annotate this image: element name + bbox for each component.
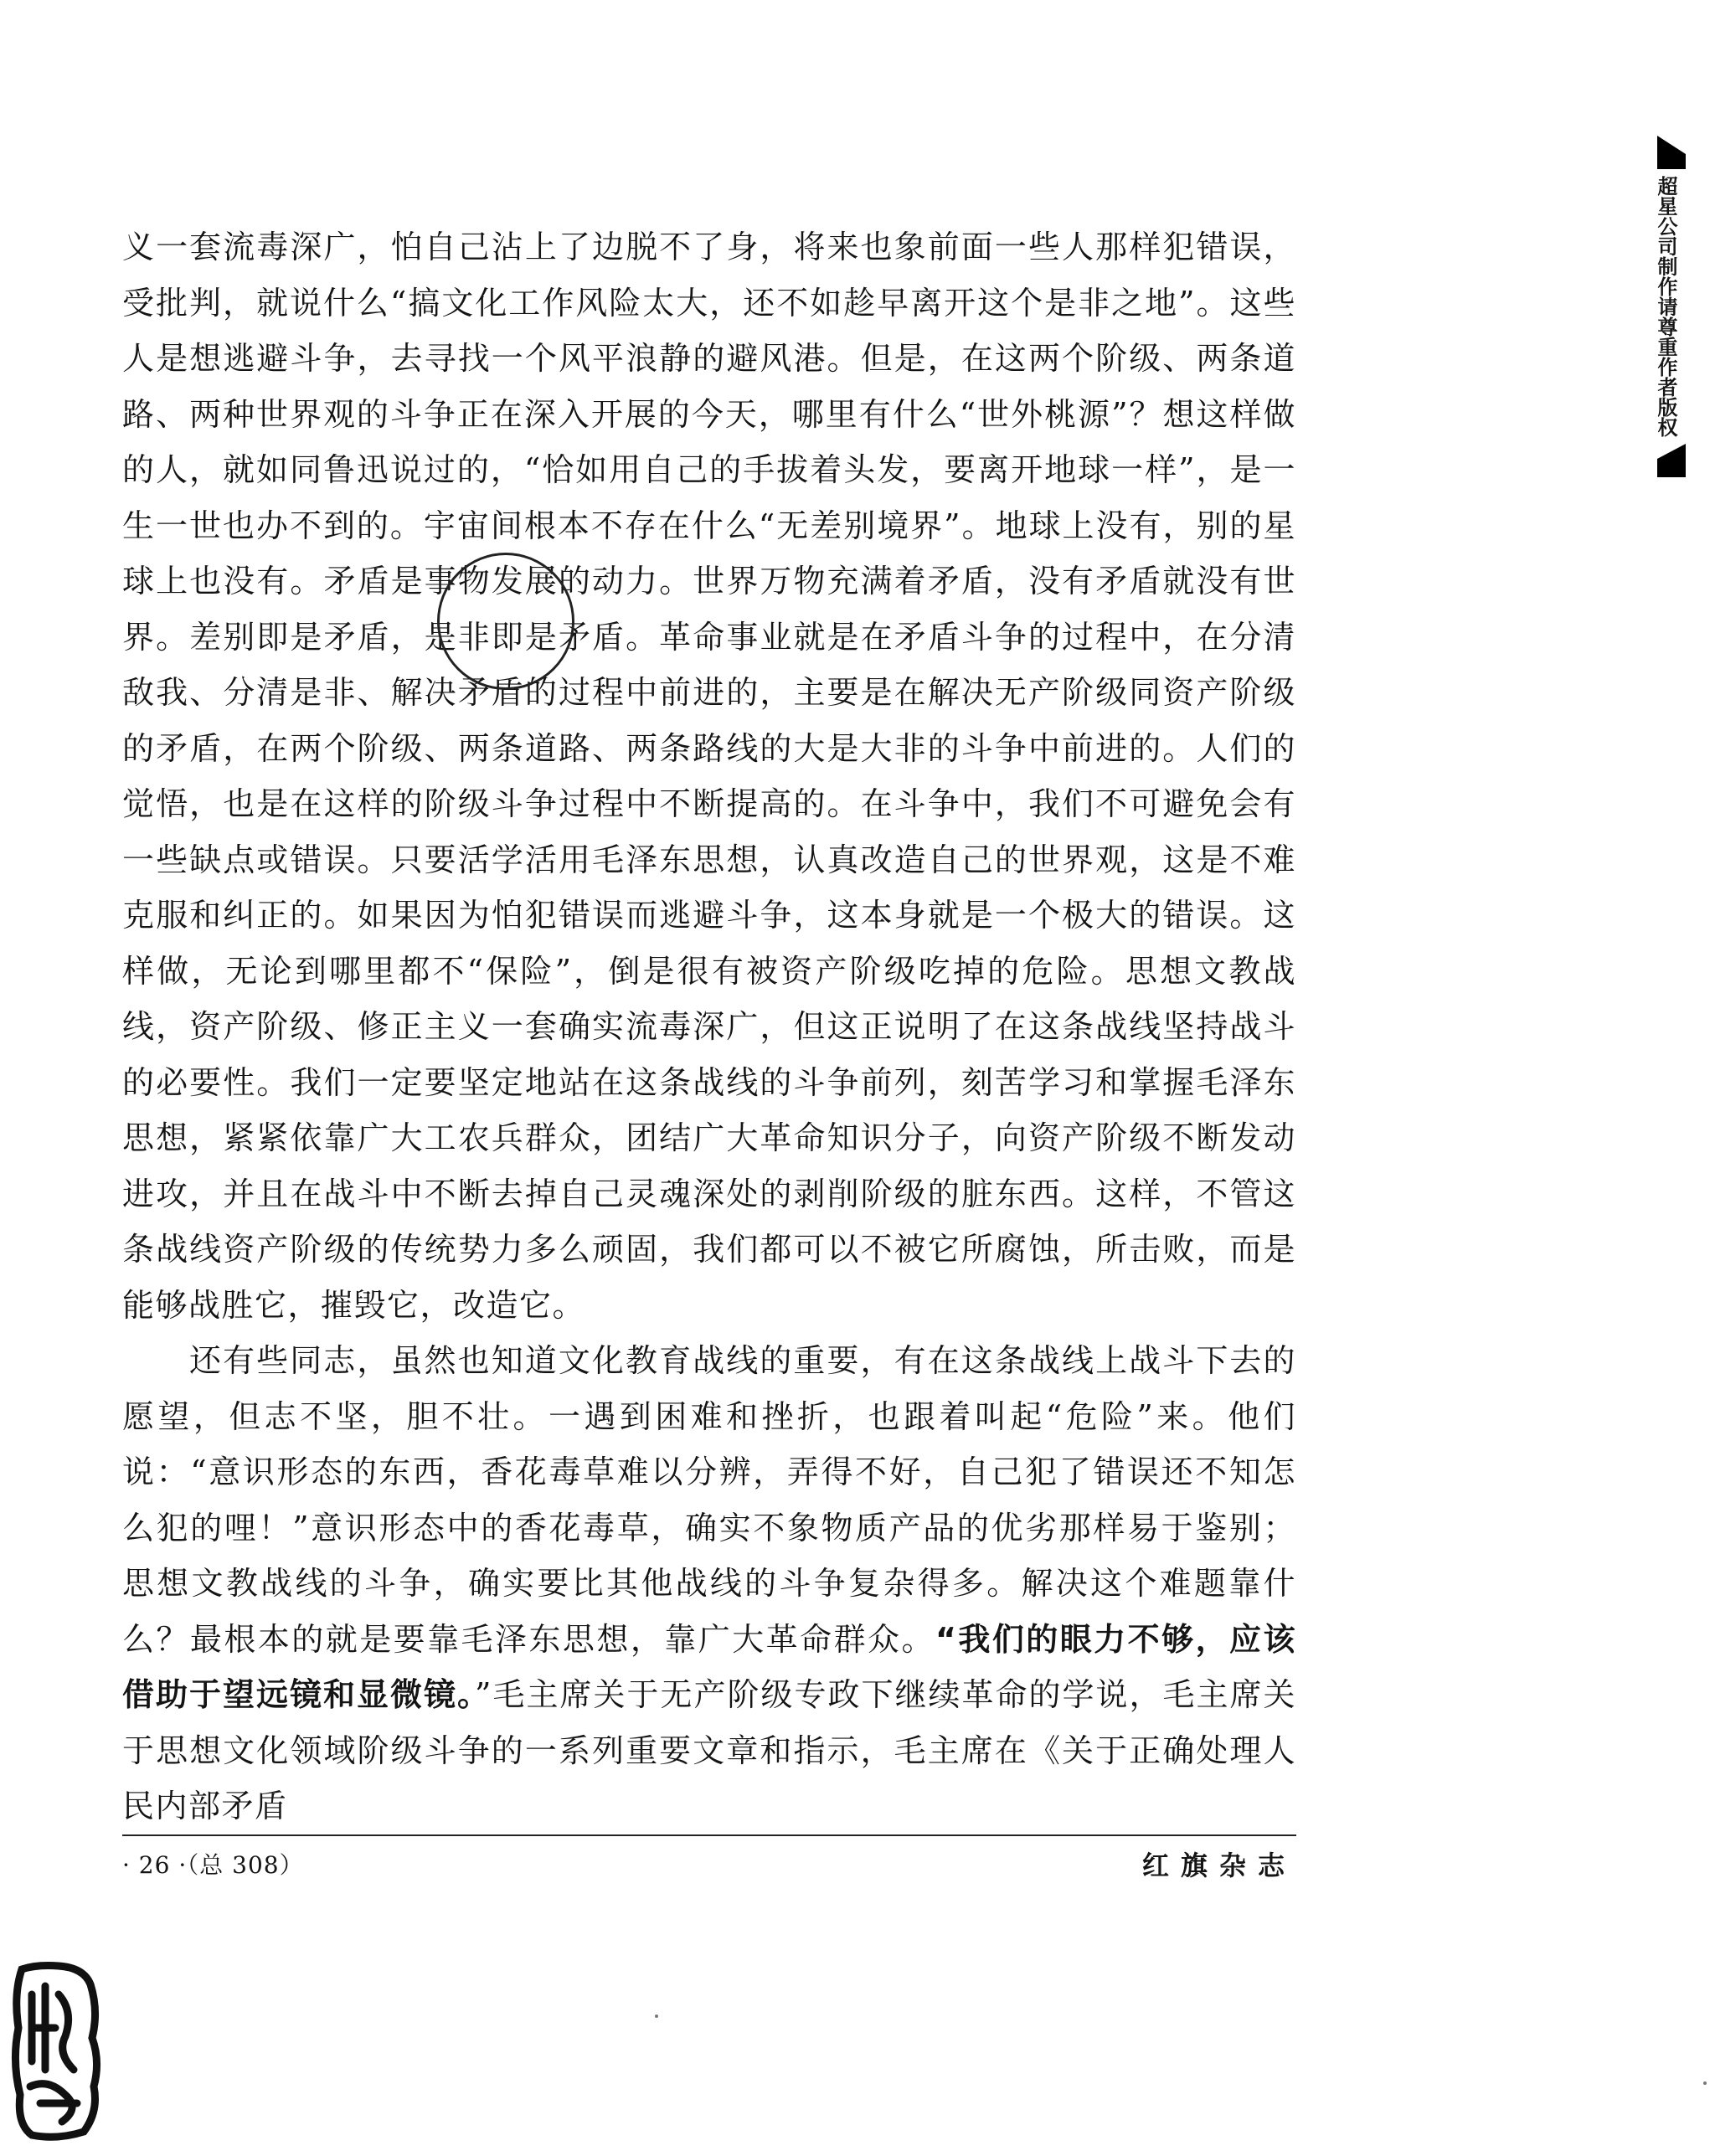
- footer-page-number: · 26 ·（总 308）: [122, 1851, 304, 1879]
- footer-rule: [122, 1834, 1296, 1836]
- strip-bottom-marker: [1657, 444, 1686, 477]
- text-segment: 义一套流毒深广，怕自己沾上了边脱不了身，将来也象前面一些人那样犯错误，受批判，就说什么“搞文化工作风险太大，还不如趁早离开这个是非之地”。这些人是想逃避斗争，去寻找一个风平浪静的避风港。但是，在这两个阶级、两条道路、两种世界观的斗争正在深入开展的今天，哪里有什么“世外桃源”？想这样做的人，就如同鲁迅说过的，“恰如用自己的手拔着头发，要离开地球一样”，是一生一世也办不到的。宇宙间根本不存在什么“无差别境界”。地球上没有，别的星球上也没有。矛盾是事物发展的动力。世界万物充满着矛盾，没有矛盾就没有世界。差别即是矛盾，是非即是矛盾。革命事业就是在矛盾斗争的过程中，在分清敌我、分清是非、解决矛盾的过程中前进的，主要是在解决无产阶级同资产阶级的矛盾，在两个阶级、两条道路、两条路线的大是大非的斗争中前进的。人们的觉悟，也是在这样的阶级斗争过程中不断提高的。在斗争中，我们不可避免会有一些缺点或错误。只要活学活用毛泽东思想，认真改造自己的世界观，这是不难克服和纠正的。如果因为怕犯错误而逃避斗争，这本身就是一个极大的错误。这样做，无论到哪里都不“保险”，倒是很有被资产阶级吃掉的危险。思想文教战线，资产阶级、修正主义一套确实流毒深广，但这正说明了在这条战线坚持战斗的必要性。我们一定要坚定地站在这条战线的斗争前列，刻苦学习和掌握毛泽东思想，紧紧依靠广大工农兵群众，团结广大革命知识分子，向资产阶级不断发动进攻，并且在战斗中不断去掉自己灵魂深处的剥削阶级的脏东西。这样，不管这条战线资产阶级的传统势力多么顽固，我们都可以不被它所腐蚀，所击败，而是能够战胜它，摧毁它，改造它。: [122, 229, 1296, 1324]
- strip-top-marker: [1657, 136, 1686, 169]
- article-paragraph: [122, 219, 1296, 1333]
- scan-speck: [655, 2014, 658, 2018]
- article-body: [122, 219, 1296, 1834]
- scan-speck: [1703, 2081, 1707, 2085]
- bold-quote-segment: “我们的眼力不够，应该借助于望远镜和显微镜。: [122, 1620, 1296, 1713]
- copyright-side-strip: [1655, 136, 1688, 477]
- text-segment: ”毛主席关于无产阶级专政下继续革命的学说，毛主席关于思想文化领域阶级斗争的一系列重要文章和指示，毛主席在《关于正确处理人民内部矛盾: [122, 1676, 1296, 1824]
- library-seal-stamp: [7, 1961, 104, 2143]
- copyright-notice: 超星公司制作请尊重作者版权: [1654, 176, 1677, 437]
- footer-journal-name: 红旗杂志: [1141, 1850, 1296, 1881]
- article-paragraph: [122, 1333, 1296, 1834]
- text-segment: 还有些同志，虽然也知道文化教育战线的重要，有在这条战线上战斗下去的愿望，但志不坚，胆不壮。一遇到困难和挫折，也跟着叫起“危险”来。他们说：“意识形态的东西，香花毒草难以分辨，弄得不好，自己犯了错误还不知怎么犯的哩！”意识形态中的香花毒草，确实不象物质产品的优劣那样易于鉴别；思想文教战线的斗争，确实要比其他战线的斗争复杂得多。解决这个难题靠什么？最根本的就是要靠毛泽东思想，靠广大革命群众。: [122, 1342, 1296, 1658]
- handwritten-circle-mark: [437, 553, 574, 690]
